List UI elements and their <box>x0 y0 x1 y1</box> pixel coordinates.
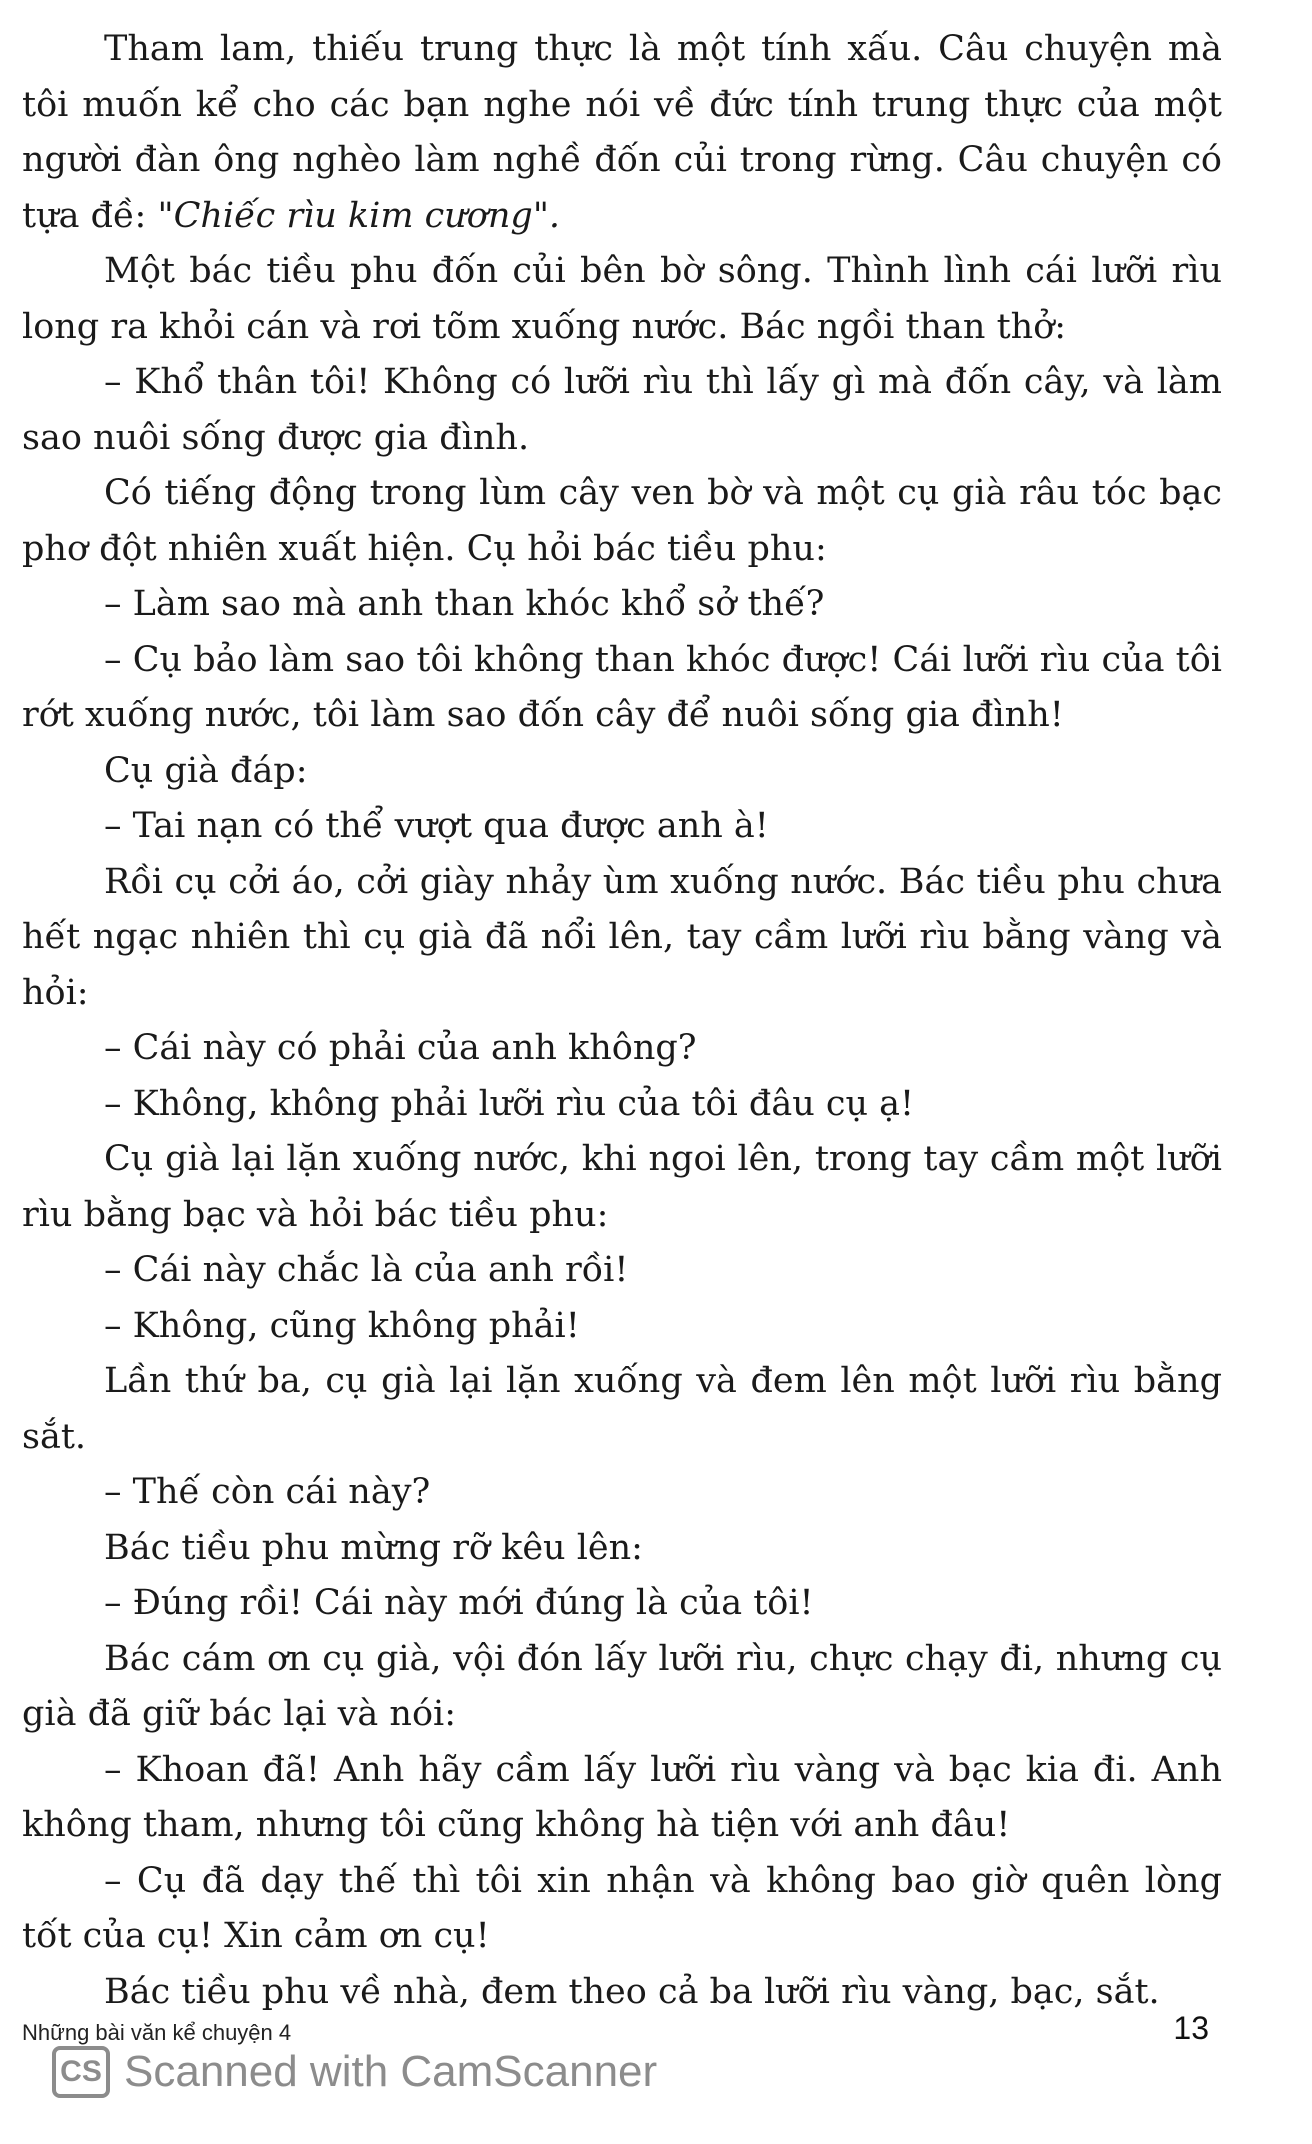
paragraph: Có tiếng động trong lùm cây ven bờ và một cụ già râu tóc bạc phơ đột nhiên xuất hiện. Cụ hỏi bác tiều phu: <box>22 473 1222 569</box>
story-text <box>22 22 1222 2020</box>
dialogue-line: – Khoan đã! Anh hãy cầm lấy lưỡi rìu vàng và bạc kia đi. Anh không tham, nhưng tôi cũng không hà tiện với anh đâu! <box>22 1749 1222 1845</box>
paragraph: Bác cám ơn cụ già, vội đón lấy lưỡi rìu, chực chạy đi, nhưng cụ già đã giữ bác lại và nói: <box>22 1638 1222 1734</box>
paragraph: Cụ già lại lặn xuống nước, khi ngoi lên, trong tay cầm một lưỡi rìu bằng bạc và hỏi bác tiều phu: <box>22 1139 1222 1235</box>
dialogue-line: – Cụ đã dạy thế thì tôi xin nhận và không bao giờ quên lòng tốt của cụ! Xin cảm ơn cụ! <box>22 1860 1222 1956</box>
dialogue-line: – Làm sao mà anh than khóc khổ sở thế? <box>104 584 825 624</box>
paragraph: Lần thứ ba, cụ già lại lặn xuống và đem lên một lưỡi rìu bằng sắt. <box>22 1361 1222 1457</box>
paragraph: Bác tiều phu mừng rỡ kêu lên: <box>104 1527 643 1568</box>
camscanner-logo-icon: CS <box>52 2046 110 2098</box>
dialogue-line: – Đúng rồi! Cái này mới đúng là của tôi! <box>104 1583 814 1623</box>
dialogue-line: – Không, cũng không phải! <box>104 1305 580 1346</box>
dialogue-line: – Không, không phải lưỡi rìu của tôi đâu cụ ạ! <box>104 1083 915 1124</box>
dialogue-line: – Thế còn cái này? <box>104 1472 431 1512</box>
dialogue-line: – Cụ bảo làm sao tôi không than khóc được! Cái lưỡi rìu của tôi rớt xuống nước, tôi làm sao đốn cây để nuôi sống gia đình! <box>22 639 1222 735</box>
paragraph: Bác tiều phu về nhà, đem theo cả ba lưỡi rìu vàng, bạc, sắt. <box>104 1971 1160 2012</box>
paragraph: Tham lam, thiếu trung thực là một tính xấu. Câu chuyện mà tôi muốn kể cho các bạn nghe nói về đức tính trung thực của một người đàn ông nghèo làm nghề đốn củi trong rừng. Câu chuyện có tựa đề: "Chiếc rìu kim cương". <box>22 29 1222 236</box>
dialogue-line: – Cái này có phải của anh không? <box>104 1028 697 1068</box>
camscanner-watermark <box>52 2046 657 2098</box>
page-number: 13 <box>1173 2010 1209 2046</box>
dialogue-line: – Tai nạn có thể vượt qua được anh à! <box>104 806 769 846</box>
paragraph: Rồi cụ cởi áo, cởi giày nhảy ùm xuống nước. Bác tiều phu chưa hết ngạc nhiên thì cụ già đã nổi lên, tay cầm lưỡi rìu bằng vàng và hỏi: <box>22 861 1222 1013</box>
watermark-text: Scanned with CamScanner <box>124 2047 658 2096</box>
paragraph: Một bác tiều phu đốn củi bên bờ sông. Thình lình cái lưỡi rìu long ra khỏi cán và rơi tõm xuống nước. Bác ngồi than thở: <box>22 251 1222 347</box>
dialogue-line: – Khổ thân tôi! Không có lưỡi rìu thì lấy gì mà đốn cây, và làm sao nuôi sống được gia đình. <box>22 362 1222 458</box>
dialogue-line: – Cái này chắc là của anh rồi! <box>104 1250 629 1290</box>
story-title: "Chiếc rìu kim cương". <box>157 195 561 236</box>
footer-book-title: Những bài văn kể chuyện 4 <box>22 2020 292 2045</box>
paragraph: Cụ già đáp: <box>104 750 308 791</box>
